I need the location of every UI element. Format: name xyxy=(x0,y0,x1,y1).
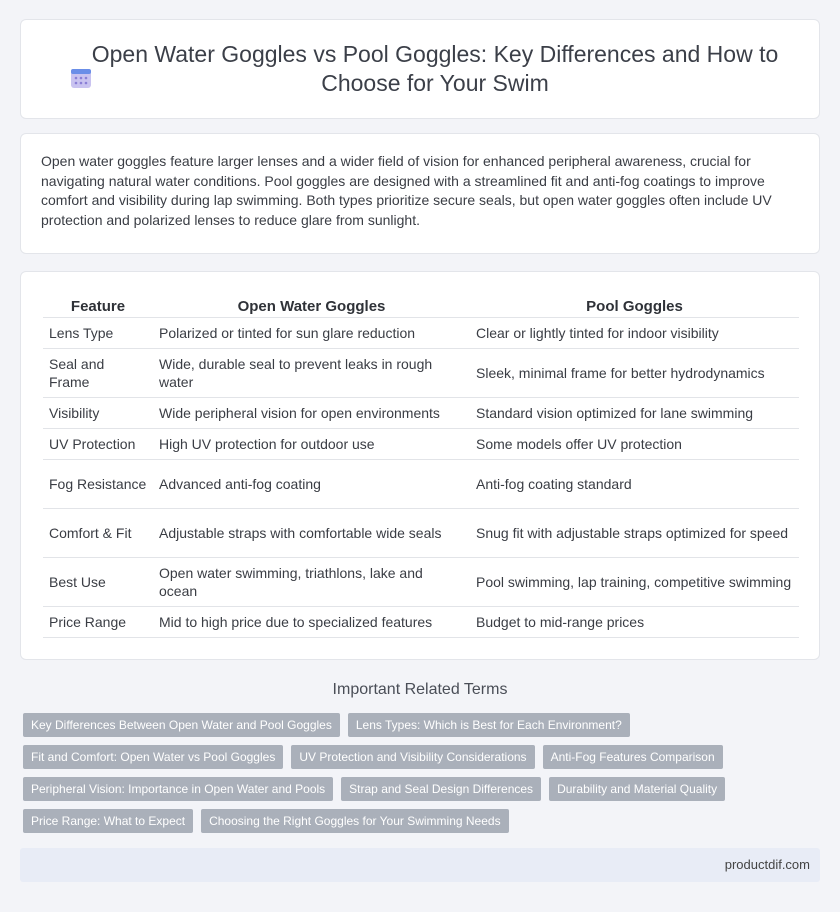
open-water-cell: Open water swimming, triathlons, lake and ocean xyxy=(153,558,470,607)
feature-cell: Seal and Frame xyxy=(43,349,153,398)
intro-card xyxy=(20,133,820,254)
open-water-cell: Advanced anti-fog coating xyxy=(153,460,470,509)
pool-cell: Some models offer UV protection xyxy=(470,429,799,460)
comparison-card xyxy=(20,271,820,660)
comparison-table xyxy=(43,294,799,638)
feature-cell: Lens Type xyxy=(43,318,153,349)
related-tag[interactable]: Anti-Fog Features Comparison xyxy=(543,745,723,769)
pool-cell: Snug fit with adjustable straps optimized for speed xyxy=(470,509,799,558)
table-header-row xyxy=(43,294,799,318)
table-row xyxy=(43,509,799,558)
pool-cell: Sleek, minimal frame for better hydrodynamics xyxy=(470,349,799,398)
open-water-cell: Wide, durable seal to prevent leaks in rough water xyxy=(153,349,470,398)
related-tag[interactable]: Key Differences Between Open Water and Pool Goggles xyxy=(23,713,340,737)
table-row xyxy=(43,398,799,429)
related-tag[interactable]: Lens Types: Which is Best for Each Environment? xyxy=(348,713,630,737)
pool-cell: Budget to mid-range prices xyxy=(470,607,799,638)
related-tag[interactable]: Fit and Comfort: Open Water vs Pool Goggles xyxy=(23,745,283,769)
pool-cell: Clear or lightly tinted for indoor visibility xyxy=(470,318,799,349)
feature-cell: Best Use xyxy=(43,558,153,607)
feature-cell: Fog Resistance xyxy=(43,460,153,509)
open-water-cell: Polarized or tinted for sun glare reduction xyxy=(153,318,470,349)
pool-cell: Pool swimming, lap training, competitive swimming xyxy=(470,558,799,607)
open-water-cell: Wide peripheral vision for open environments xyxy=(153,398,470,429)
header-feature: Feature xyxy=(43,294,153,318)
related-tag[interactable]: UV Protection and Visibility Considerations xyxy=(291,745,534,769)
feature-cell: Price Range xyxy=(43,607,153,638)
header-pool: Pool Goggles xyxy=(470,294,799,318)
page-title: Open Water Goggles vs Pool Goggles: Key Differences and How to Choose for Your Swim xyxy=(91,41,779,96)
open-water-cell: Mid to high price due to specialized features xyxy=(153,607,470,638)
related-tag[interactable]: Price Range: What to Expect xyxy=(23,809,193,833)
intro-paragraph: Open water goggles feature larger lenses and a wider field of vision for enhanced peripheral awareness, crucial for navigating natural water conditions. Pool goggles are designed with a streamlined fit and anti-fog coatings to improve comfort and visibility during lap swimming. Both types prioritize secure seals, but open water goggles often include UV protection and polarized lenses to reduce glare from sunlight. xyxy=(41,153,772,228)
table-row xyxy=(43,349,799,398)
header-open-water: Open Water Goggles xyxy=(153,294,470,318)
feature-cell: UV Protection xyxy=(43,429,153,460)
open-water-cell: High UV protection for outdoor use xyxy=(153,429,470,460)
related-terms-title: Important Related Terms xyxy=(332,681,508,698)
footer-site-link[interactable]: productdif.com xyxy=(724,857,810,872)
table-row xyxy=(43,429,799,460)
feature-cell: Visibility xyxy=(43,398,153,429)
related-tag[interactable]: Peripheral Vision: Importance in Open Water and Pools xyxy=(23,777,333,801)
table-row xyxy=(43,607,799,638)
feature-cell: Comfort & Fit xyxy=(43,509,153,558)
related-tag[interactable]: Strap and Seal Design Differences xyxy=(341,777,541,801)
related-tag[interactable]: Choosing the Right Goggles for Your Swimming Needs xyxy=(201,809,509,833)
pool-cell: Standard vision optimized for lane swimming xyxy=(470,398,799,429)
header-card xyxy=(20,19,820,119)
table-row xyxy=(43,558,799,607)
related-terms-list xyxy=(23,713,823,841)
footer xyxy=(20,848,820,882)
pool-cell: Anti-fog coating standard xyxy=(470,460,799,509)
related-tag[interactable]: Durability and Material Quality xyxy=(549,777,725,801)
table-row xyxy=(43,318,799,349)
table-row xyxy=(43,460,799,509)
open-water-cell: Adjustable straps with comfortable wide seals xyxy=(153,509,470,558)
